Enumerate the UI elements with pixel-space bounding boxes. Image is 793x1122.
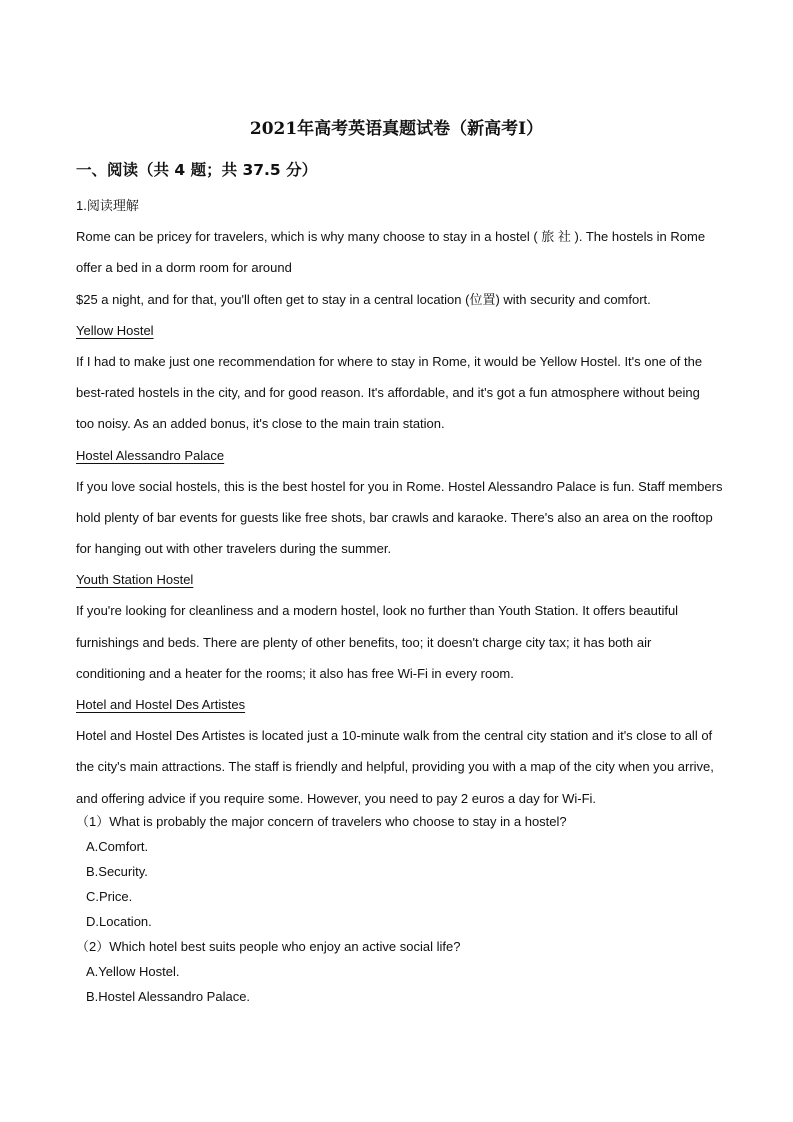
question-stem: （1）What is probably the major concern of travelers who choose to stay in a hostel? — [76, 814, 567, 829]
paragraph-line: and offering advice if you require some. However, you need to pay 2 euros a day for Wi-Fi. — [76, 790, 597, 806]
item-label: 1.阅读理解 — [76, 198, 139, 213]
hostel-name: Youth Station Hostel — [76, 572, 194, 588]
intro-line: offer a bed in a dorm room for around — [76, 260, 292, 276]
section-heading: 一、阅读（共 4 题；共 37.5 分） — [76, 161, 318, 179]
paragraph-line: If you love social hostels, this is the best hostel for you in Rome. Hostel Alessandro Palace is fun. Staff members — [76, 478, 723, 494]
paragraph-line: furnishings and beds. There are plenty of other benefits, too; it doesn't charge city tax; it has both air — [76, 634, 652, 650]
hostel-heading-des-artistes — [76, 689, 721, 720]
answer-option: B.Hostel Alessandro Palace. — [86, 989, 251, 1004]
paragraph-line: Hotel and Hostel Des Artistes is located just a 10-minute walk from the central city station and it's close to all of — [76, 728, 713, 744]
hostel-heading-alessandro — [76, 440, 721, 471]
paragraph-line: too noisy. As an added bonus, it's close to the main train station. — [76, 416, 445, 432]
paragraph-line: best-rated hostels in the city, and for good reason. It's affordable, and it's got a fun atmosphere without being — [76, 385, 700, 401]
questions — [76, 809, 721, 1009]
answer-option: C.Price. — [86, 889, 133, 904]
intro-line: Rome can be pricey for travelers, which is why many choose to stay in a hostel ( 旅 社 ). The hostels in Rome — [76, 229, 706, 245]
intro-line: $25 a night, and for that, you'll often get to stay in a central location (位置) with security and comfort. — [76, 291, 651, 307]
answer-option: B.Security. — [86, 864, 148, 879]
paragraph-line: the city's main attractions. The staff is friendly and helpful, providing you with a map of the city when you arrive, — [76, 759, 714, 775]
hostel-name: Hostel Alessandro Palace — [76, 447, 225, 463]
question-stem: （2）Which hotel best suits people who enjoy an active social life? — [76, 939, 461, 954]
answer-option: A.Yellow Hostel. — [86, 964, 180, 979]
answer-option: A.Comfort. — [86, 839, 149, 854]
reading-passage — [76, 190, 721, 814]
answer-option: D.Location. — [86, 914, 152, 929]
paragraph-line: If you're looking for cleanliness and a modern hostel, look no further than Youth Station. It offers beautiful — [76, 603, 679, 619]
hostel-name: Yellow Hostel — [76, 322, 154, 338]
paragraph-line: If I had to make just one recommendation for where to stay in Rome, it would be Yellow Hostel. It's one of the — [76, 353, 703, 369]
hostel-heading-yellow — [76, 315, 721, 346]
hostel-heading-youth-station — [76, 564, 721, 595]
paragraph-line: for hanging out with other travelers during the summer. — [76, 541, 392, 557]
paragraph-line: conditioning and a heater for the rooms; it also has free Wi-Fi in every room. — [76, 665, 514, 681]
paragraph-line: hold plenty of bar events for guests like free shots, bar crawls and karaoke. There's also an area on the rooftop — [76, 509, 713, 525]
hostel-name: Hotel and Hostel Des Artistes — [76, 697, 246, 712]
page-title: 2021年高考英语真题试卷（新高考Ⅰ） — [249, 119, 544, 139]
